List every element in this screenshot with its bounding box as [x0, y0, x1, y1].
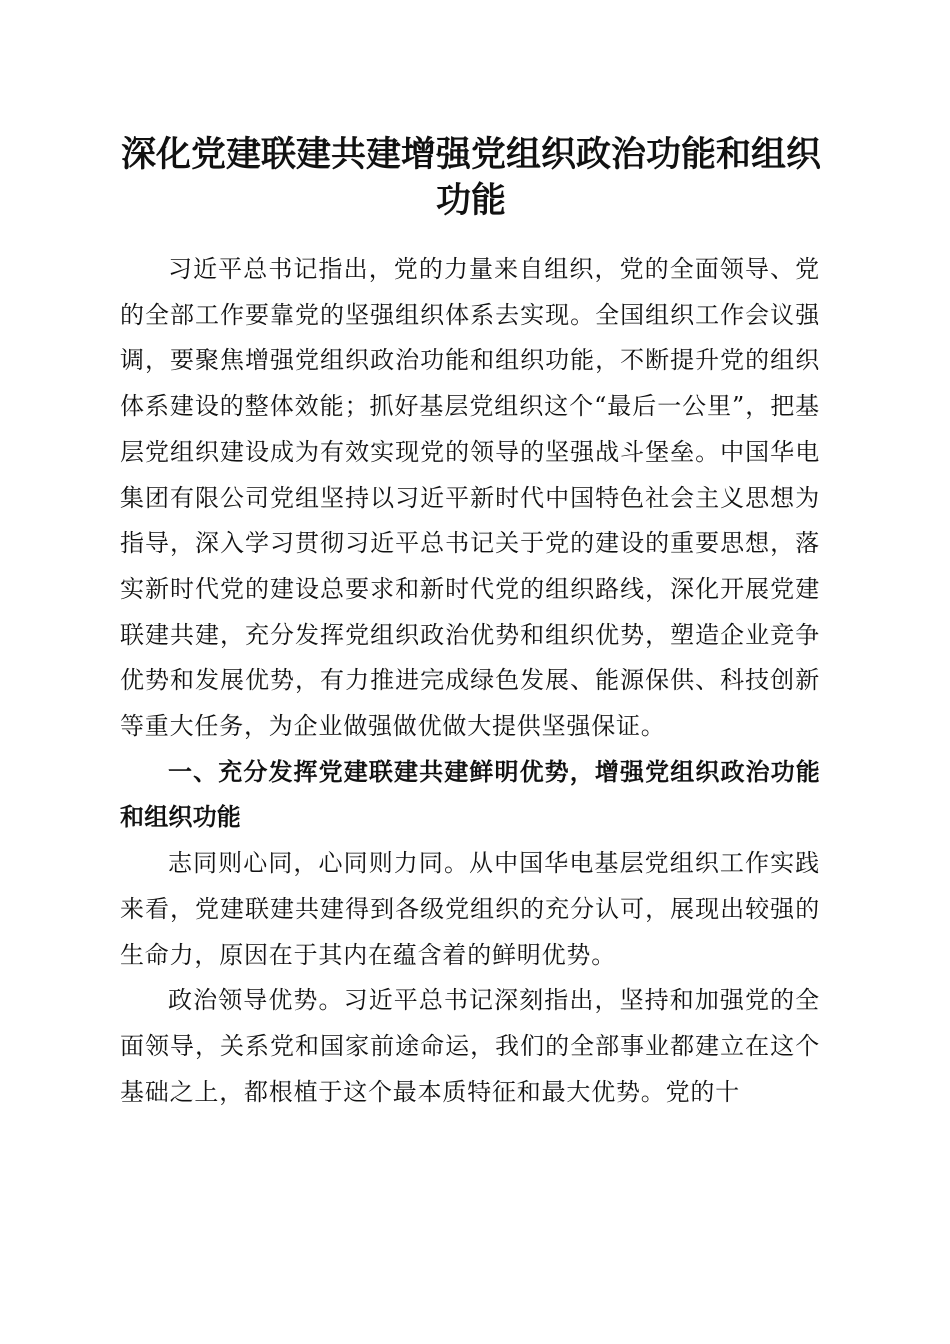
document-title: 深化党建联建共建增强党组织政治功能和组织功能 [120, 134, 821, 221]
section-1-paragraph-2: 政治领导优势。习近平总书记深刻指出，坚持和加强党的全面领导，关系党和国家前途命运，我们的全部事业都建立在这个基础之上，都根植于这个最本质特征和最大优势。党的十 [120, 986, 820, 1106]
intro-paragraph: 习近平总书记指出，党的力量来自组织，党的全面领导、党的全部工作要靠党的坚强组织体系去实现。全国组织工作会议强调，要聚焦增强党组织政治功能和组织功能，不断提升党的组织体系建设的整体效能；抓好基层党组织这个“最后一公里”，把基层党组织建设成为有效实现党的领导的坚强战斗堡垒。中国华电集团有限公司党组坚持以习近平新时代中国特色社会主义思想为指导，深入学习贯彻习近平总书记关于党的建设的重要思想，落实新时代党的建设总要求和新时代党的组织路线，深化开展党建联建共建，充分发挥党组织政治优势和组织优势，塑造企业竞争优势和发展优势，有力推进完成绿色发展、能源保供、科技创新等重大任务，为企业做强做优做大提供坚强保证。 [120, 255, 820, 741]
document-body [120, 247, 820, 1115]
section-1-paragraph-1: 志同则心同，心同则力同。从中国华电基层党组织工作实践来看，党建联建共建得到各级党组织的充分认可，展现出较强的生命力，原因在于其内在蕴含着的鲜明优势。 [120, 849, 820, 969]
section-heading-1: 一、充分发挥党建联建共建鲜明优势，增强党组织政治功能和组织功能 [120, 757, 820, 832]
